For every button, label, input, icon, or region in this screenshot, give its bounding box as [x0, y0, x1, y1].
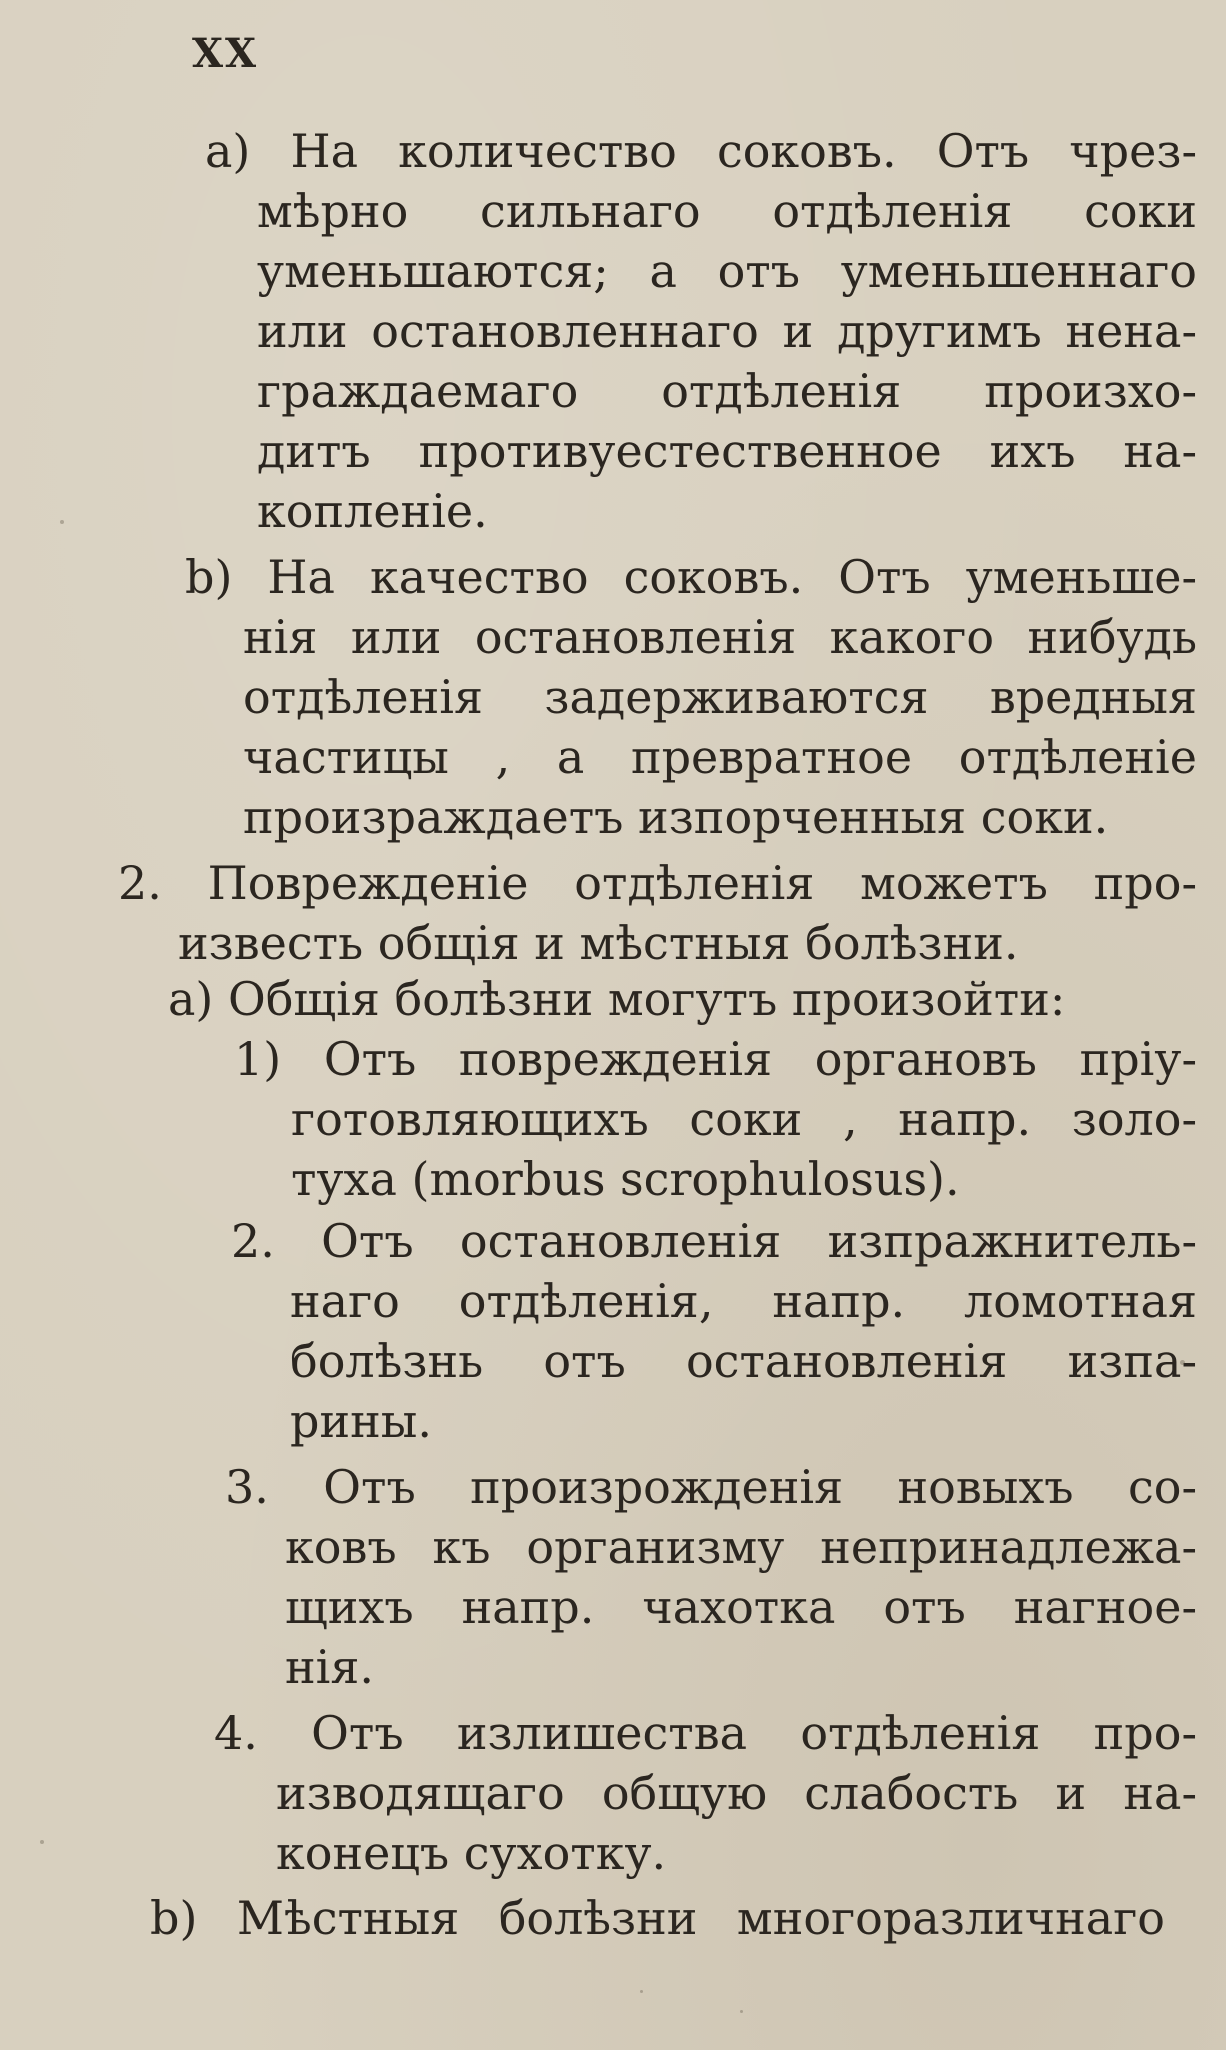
text-line: наго отдѣленія, напр. ломотная [290, 1274, 1197, 1328]
text-line: или остановленнаго и другимъ нена- [257, 304, 1197, 358]
paper-speck [1180, 1360, 1185, 1365]
text-line: щихъ напр. чахотка отъ нагное- [285, 1580, 1197, 1634]
text-line: изводящаго общую слабость и на- [276, 1766, 1197, 1820]
paper-speck [40, 1840, 44, 1844]
text-line: 2. Поврежденіе отдѣленія можетъ про- [118, 856, 1197, 910]
text-line: произраждаетъ изпорченныя соки. [243, 790, 1109, 844]
text-line: 3. Отъ произрожденія новыхъ со- [225, 1460, 1197, 1514]
text-line: нія. [285, 1640, 375, 1694]
paper-speck [60, 520, 64, 524]
text-line: рины. [290, 1394, 432, 1448]
text-line: болѣзнь отъ остановленія изпа- [290, 1334, 1197, 1388]
text-line: a) Общія болѣзни могутъ произойти: [168, 972, 1066, 1026]
text-line: отдѣленія задерживаются вредныя [243, 670, 1197, 724]
text-line: 1) Отъ поврежденія органовъ пріу- [234, 1032, 1197, 1086]
text-line: ковъ къ организму непринадлежа- [285, 1520, 1197, 1574]
text-line: известь общія и мѣстныя болѣзни. [178, 916, 1019, 970]
text-line: b) Мѣстныя болѣзни многоразличнаго [150, 1891, 1165, 1945]
text-line: туха (morbus scrophulosus). [291, 1152, 960, 1206]
text-line: дитъ противуестественное ихъ на- [257, 424, 1197, 478]
text-line: конецъ сухотку. [276, 1826, 667, 1880]
text-line: готовляющихъ соки , напр. золо- [291, 1092, 1197, 1146]
text-line: мѣрно сильнаго отдѣленія соки [257, 184, 1197, 238]
text-line: нія или остановленія какого нибудь [243, 610, 1197, 664]
text-line: уменьшаются; а отъ уменьшеннаго [257, 244, 1197, 298]
text-line: a) На количество соковъ. Отъ чрез- [205, 124, 1197, 178]
paper-speck [640, 1990, 643, 1993]
text-line: частицы , а превратное отдѣленіе [243, 730, 1197, 784]
text-line: 2. Отъ остановленія изпражнитель- [231, 1214, 1197, 1268]
text-line: граждаемаго отдѣленія произхо- [257, 364, 1197, 418]
text-line: b) На качество соковъ. Отъ уменьше- [185, 550, 1197, 604]
page-number: XX [192, 30, 259, 77]
text-line: 4. Отъ излишества отдѣленія про- [214, 1706, 1197, 1760]
text-line: копленіе. [257, 484, 488, 538]
paper-speck [740, 2010, 743, 2013]
